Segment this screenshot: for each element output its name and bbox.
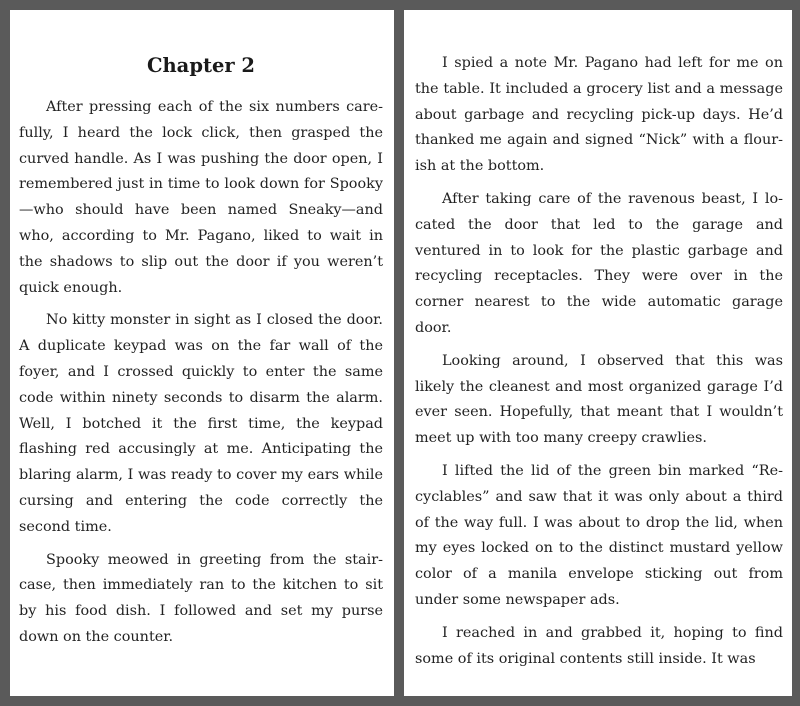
paragraph: After pressing each of the six numbers carefully, I heard the lock click, then grasped the curved handle. As I was pushing the door open, I remembered just in time to look down for Spooky —who should have been named Sneaky—and who, according to Mr. Pagano, liked to wait in the shadows to slip out the door if you weren’t quick enough. bbox=[19, 99, 383, 296]
left-page bbox=[10, 10, 394, 696]
paragraph: No kitty monster in sight as I closed the door. A duplicate keypad was on the far wall of the foyer, and I crossed quickly to enter the same code within ninety seconds to disarm the alarm. Well, I botched it the first time, the keypad flashing red accusingly at me. Anticipating the blaring alarm, I was ready to cover my ears while cursing and entering the code correctly the second time. bbox=[19, 312, 383, 535]
paragraph: Looking around, I observed that this was likely the cleanest and most organized garage I’d ever seen. Hopefully, that meant that I wouldn’t meet up with too many creepy crawlies. bbox=[415, 352, 783, 447]
paragraph: After taking care of the ravenous beast, I located the door that led to the garage and ventured in to look for the plastic garbage and recycling receptacles. They were over in the corner nearest to the wide automatic garage door. bbox=[415, 190, 783, 336]
right-page bbox=[404, 10, 792, 696]
paragraph: I spied a note Mr. Pagano had left for me on the table. It included a grocery list and a message about garbage and recycling pick-up days. He’d thanked me again and signed “Nick” with a flourish at the bottom. bbox=[415, 55, 783, 175]
paragraph: I lifted the lid of the green bin marked “Recyclables” and saw that it was only about a third of the way full. I was about to drop the lid, when my eyes locked on to the distinct mustard yellow color of a manila envelope sticking out from under some newspaper ads. bbox=[415, 462, 783, 608]
chapter-title: Chapter 2 bbox=[146, 54, 255, 77]
paragraph: I reached in and grabbed it, hoping to find some of its original contents still inside. It was bbox=[415, 624, 783, 667]
paragraph: Spooky meowed in greeting from the staircase, then immediately ran to the kitchen to sit by his food dish. I followed and set my purse down on the counter. bbox=[19, 551, 383, 645]
